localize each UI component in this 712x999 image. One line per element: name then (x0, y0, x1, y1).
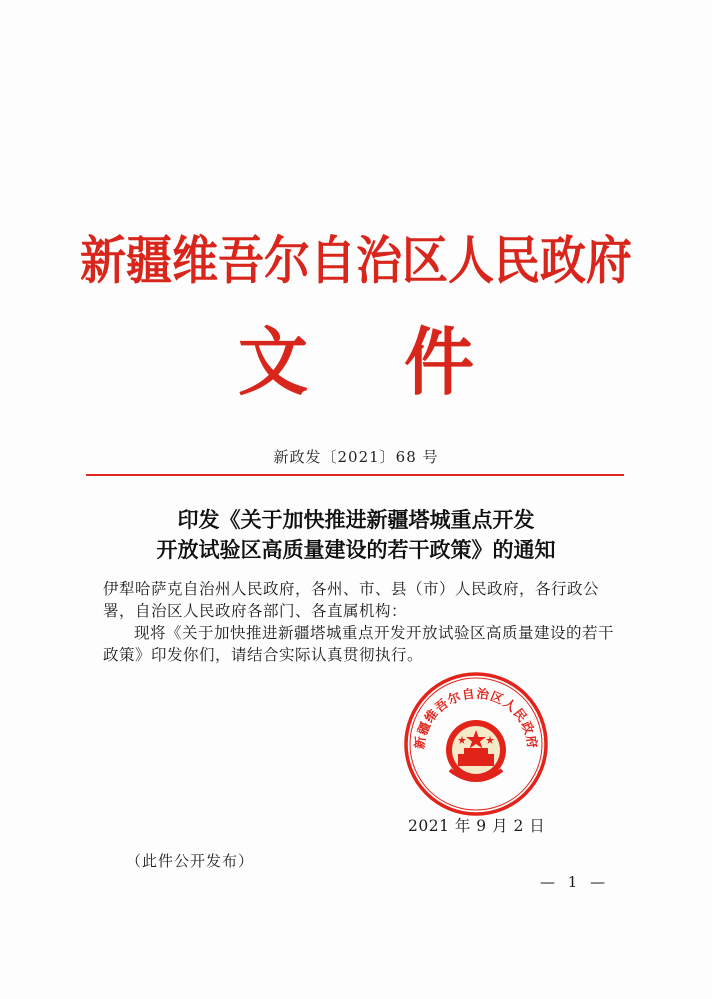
red-divider-line (86, 474, 624, 476)
issuer-title: 新疆维吾尔自治区人民政府 (80, 230, 632, 291)
notice-title (0, 505, 712, 565)
body-paragraph: 现将《关于加快推进新疆塔城重点开发开放试验区高质量建设的若干政策》印发你们，请结合实际认真贯彻执行。 (103, 624, 615, 664)
notice-title-line-2: 开放试验区高质量建设的若干政策》的通知 (156, 537, 556, 562)
page-number: — 1 — (540, 873, 610, 891)
doc-word-jian: 件 (404, 318, 474, 406)
document-number: 新政发〔2021〕68 号 (273, 448, 439, 466)
official-seal-icon (402, 670, 550, 818)
notice-title-line-1: 印发《关于加快推进新疆塔城重点开发 (177, 507, 535, 532)
issue-date: 2021 年 9 月 2 日 (408, 817, 546, 835)
notice-body (103, 578, 623, 666)
svg-text:新疆维吾尔自治区人民政府: 新疆维吾尔自治区人民政府 (411, 685, 541, 750)
public-release-note: （此件公开发布） (126, 852, 255, 870)
doc-word-wen: 文 (238, 318, 308, 406)
document-type-heading (0, 303, 712, 409)
recipients-line: 伊犁哈萨克自治州人民政府，各州、市、县（市）人民政府，各行政公署，自治区人民政府各部门、各直属机构： (103, 580, 600, 620)
